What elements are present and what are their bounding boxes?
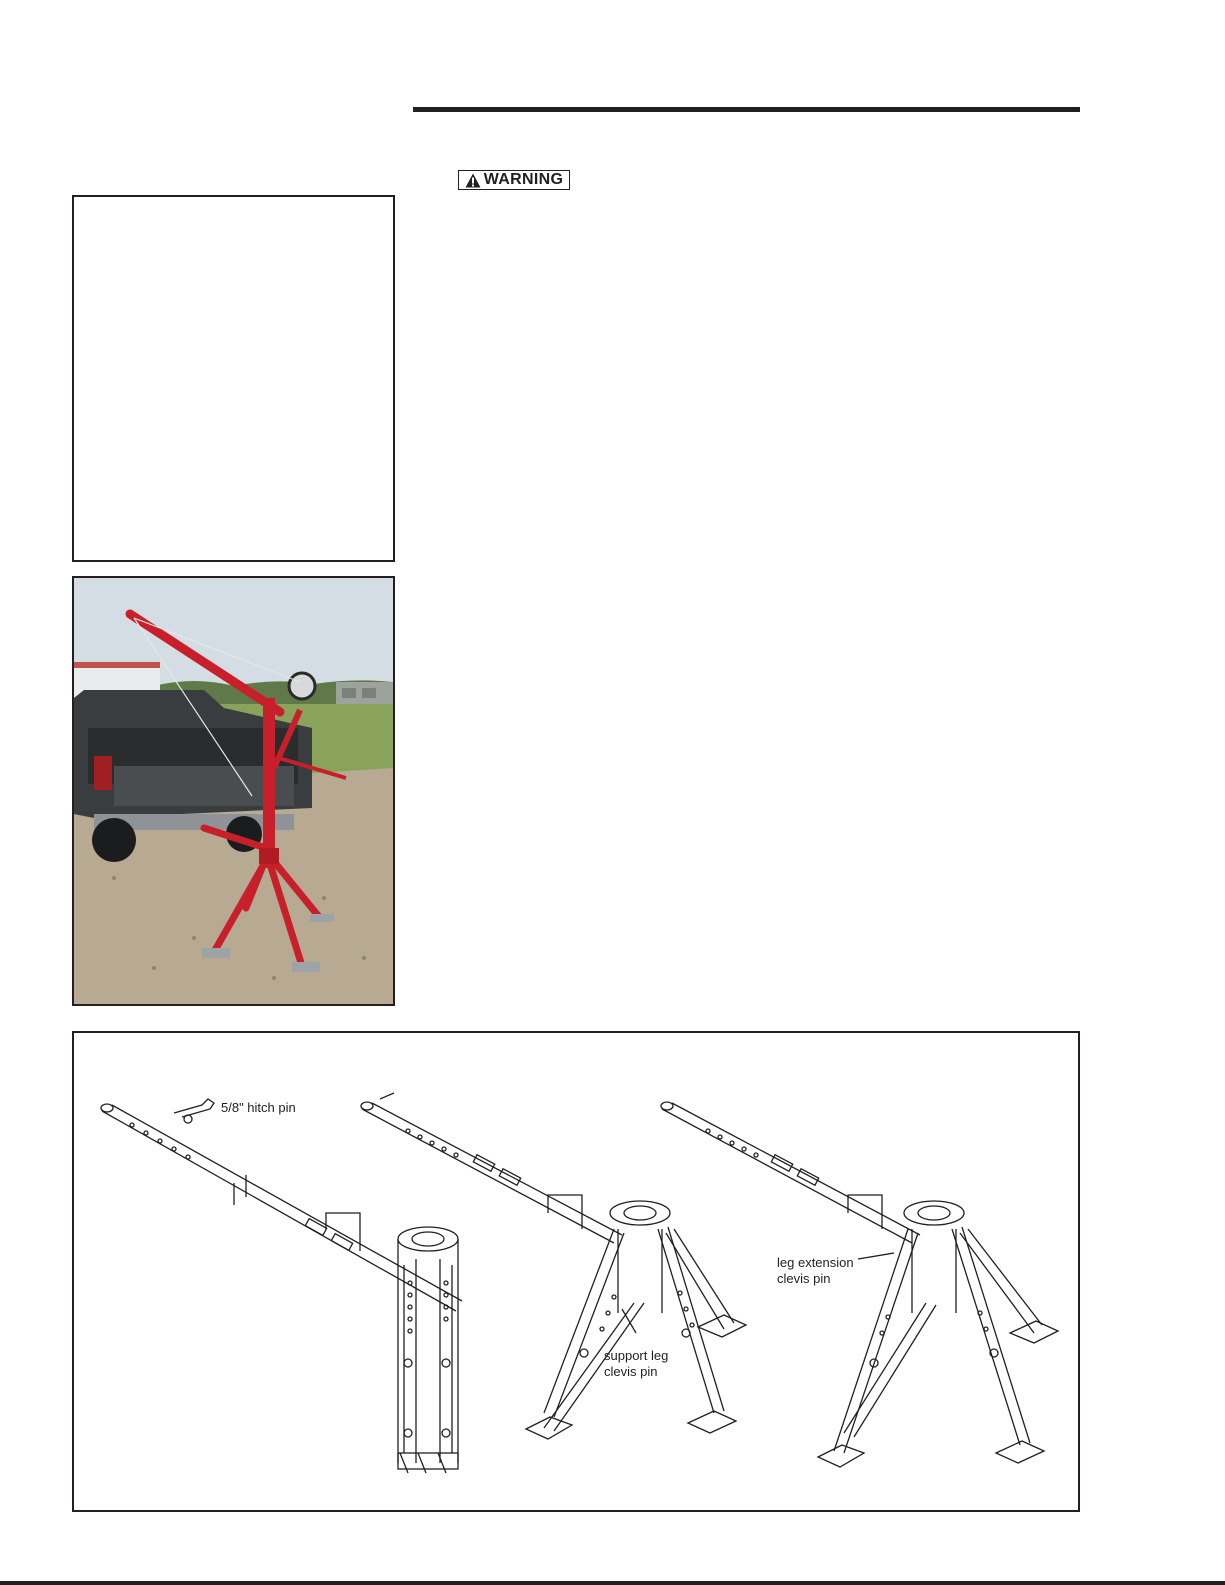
crane-photo bbox=[72, 576, 395, 1006]
leg-extensions-drawing bbox=[661, 1102, 1058, 1467]
warning-label bbox=[458, 170, 570, 190]
warning-triangle-icon bbox=[465, 173, 481, 188]
folded-stand-drawing bbox=[101, 1099, 462, 1473]
support-leg-clevis-pin-callout: support leg clevis pin bbox=[604, 1348, 669, 1379]
sidebar-note-box bbox=[72, 195, 395, 562]
footer-rule bbox=[0, 1581, 1225, 1585]
support-legs-deployed-drawing bbox=[361, 1093, 746, 1439]
header-rule bbox=[413, 107, 1080, 112]
stand-assembly-diagram bbox=[72, 1031, 1080, 1512]
hitch-pin-callout: 5/8" hitch pin bbox=[221, 1100, 296, 1115]
warning-text: WARNING bbox=[483, 171, 564, 188]
leg-extension-clevis-pin-callout: leg extension clevis pin bbox=[777, 1255, 854, 1286]
